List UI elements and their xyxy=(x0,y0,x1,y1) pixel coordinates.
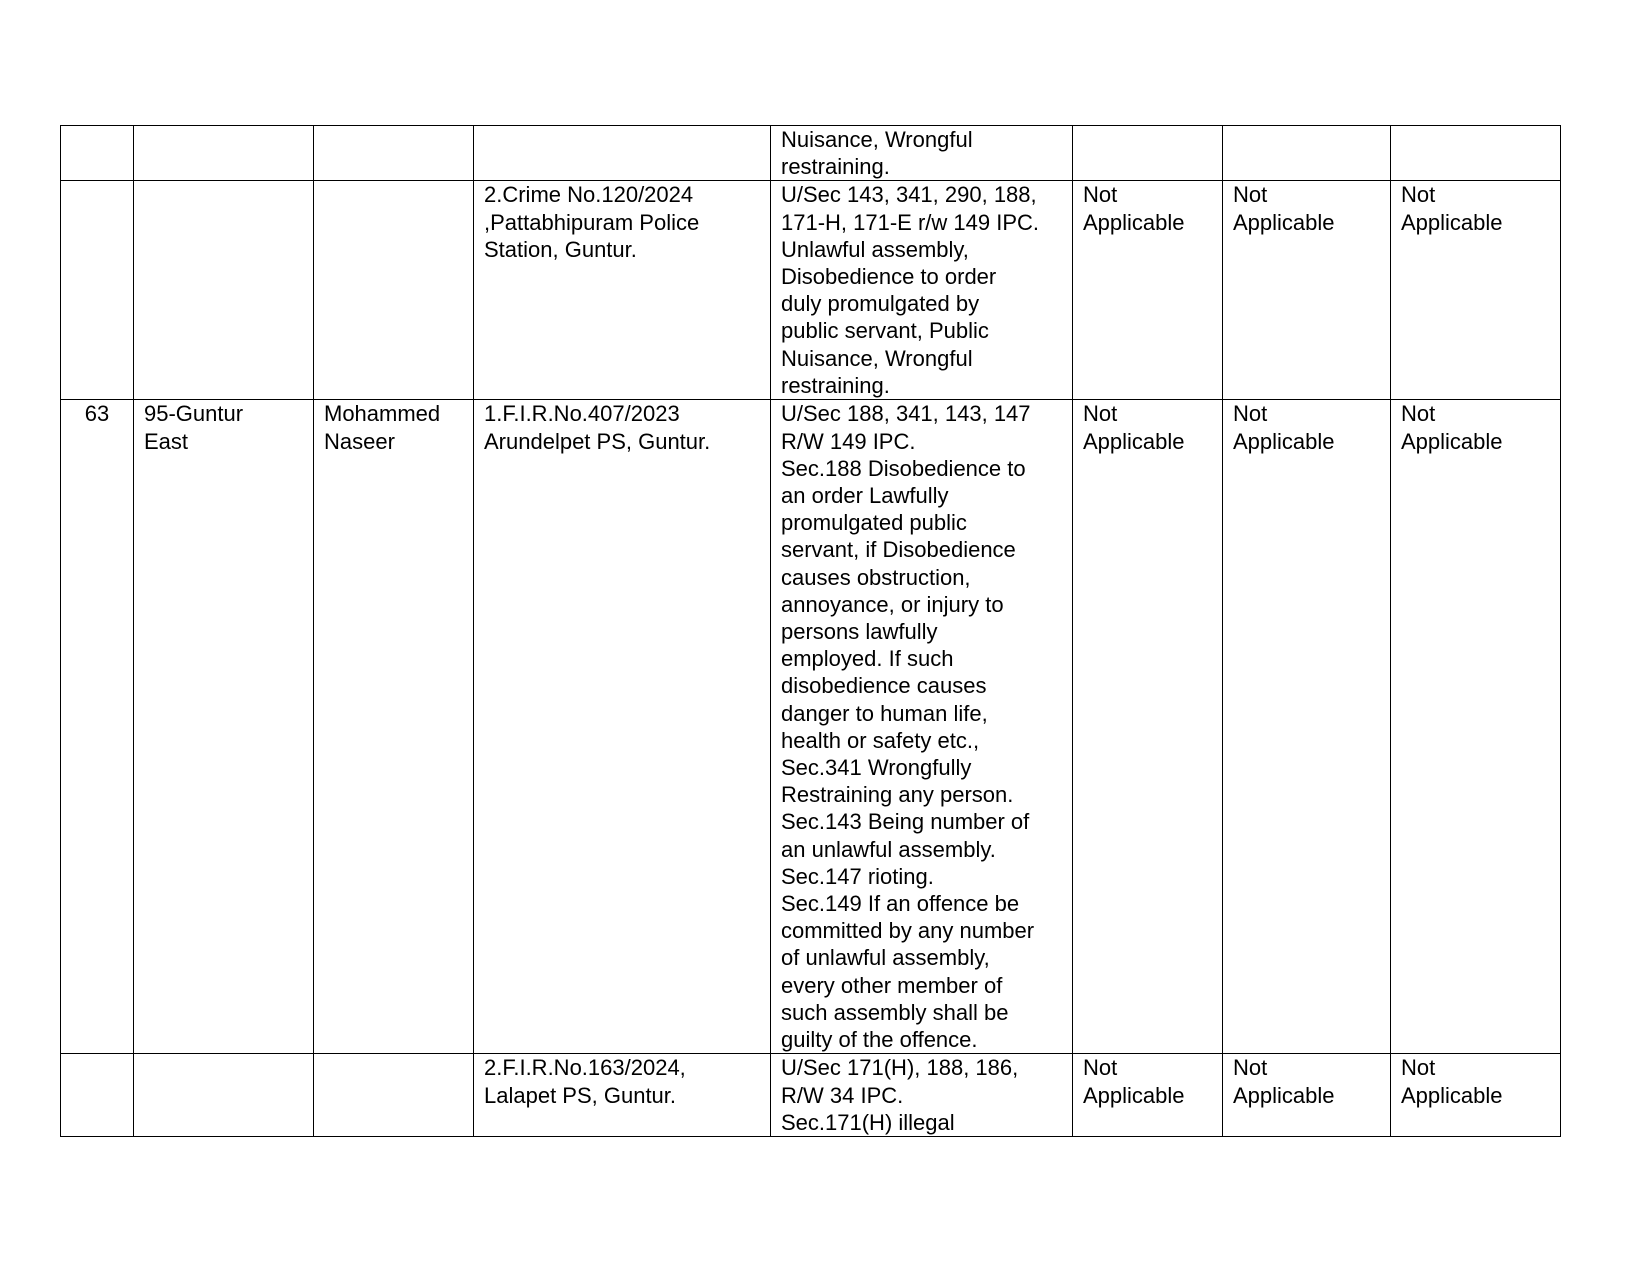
candidate-name-cell: Mohammed Naseer xyxy=(314,400,474,1054)
constituency-cell xyxy=(134,126,314,181)
case-details-cell: 2.Crime No.120/2024 ,Pattabhipuram Police Station, Guntur. xyxy=(474,181,771,400)
case-table xyxy=(60,125,1561,1137)
case-details-cell xyxy=(474,126,771,181)
constituency-cell xyxy=(134,181,314,400)
status-cell-1: Not Applicable xyxy=(1073,181,1223,400)
status-cell-3 xyxy=(1391,126,1561,181)
constituency-cell xyxy=(134,1054,314,1137)
status-cell-1: Not Applicable xyxy=(1073,400,1223,1054)
status-cell-2: Not Applicable xyxy=(1223,181,1391,400)
constituency-cell: 95-Guntur East xyxy=(134,400,314,1054)
candidate-name-cell xyxy=(314,181,474,400)
serial-number-cell xyxy=(61,1054,134,1137)
status-cell-1: Not Applicable xyxy=(1073,1054,1223,1137)
table-row xyxy=(61,181,1561,400)
candidate-name-cell xyxy=(314,1054,474,1137)
sections-description-cell: U/Sec 171(H), 188, 186, R/W 34 IPC. Sec.171(H) illegal xyxy=(771,1054,1073,1137)
status-cell-3: Not Applicable xyxy=(1391,181,1561,400)
status-cell-2 xyxy=(1223,126,1391,181)
table-row xyxy=(61,400,1561,1054)
status-cell-1 xyxy=(1073,126,1223,181)
status-cell-2: Not Applicable xyxy=(1223,1054,1391,1137)
serial-number-cell: 63 xyxy=(61,400,134,1054)
sections-description-cell: Nuisance, Wrongful restraining. xyxy=(771,126,1073,181)
serial-number-cell xyxy=(61,181,134,400)
status-cell-2: Not Applicable xyxy=(1223,400,1391,1054)
table-row xyxy=(61,126,1561,181)
status-cell-3: Not Applicable xyxy=(1391,400,1561,1054)
sections-description-cell: U/Sec 143, 341, 290, 188, 171-H, 171-E r/w 149 IPC. Unlawful assembly, Disobedience to order duly promulgated by public servant, Public Nuisance, Wrongful restraining. xyxy=(771,181,1073,400)
candidate-name-cell xyxy=(314,126,474,181)
status-cell-3: Not Applicable xyxy=(1391,1054,1561,1137)
serial-number-cell xyxy=(61,126,134,181)
case-details-cell: 1.F.I.R.No.407/2023 Arundelpet PS, Guntur. xyxy=(474,400,771,1054)
case-details-cell: 2.F.I.R.No.163/2024, Lalapet PS, Guntur. xyxy=(474,1054,771,1137)
sections-description-cell: U/Sec 188, 341, 143, 147 R/W 149 IPC. Sec.188 Disobedience to an order Lawfully promulgated public servant, if Disobedience causes obstruction, annoyance, or injury to persons lawfully employed. If such disobedience causes danger to human life, health or safety etc., Sec.341 Wrongfully Restraining any person. Sec.143 Being number of an unlawful assembly. Sec.147 rioting. Sec.149 If an offence be committed by any number of unlawful assembly, every other member of such assembly shall be guilty of the offence. xyxy=(771,400,1073,1054)
table-row xyxy=(61,1054,1561,1137)
